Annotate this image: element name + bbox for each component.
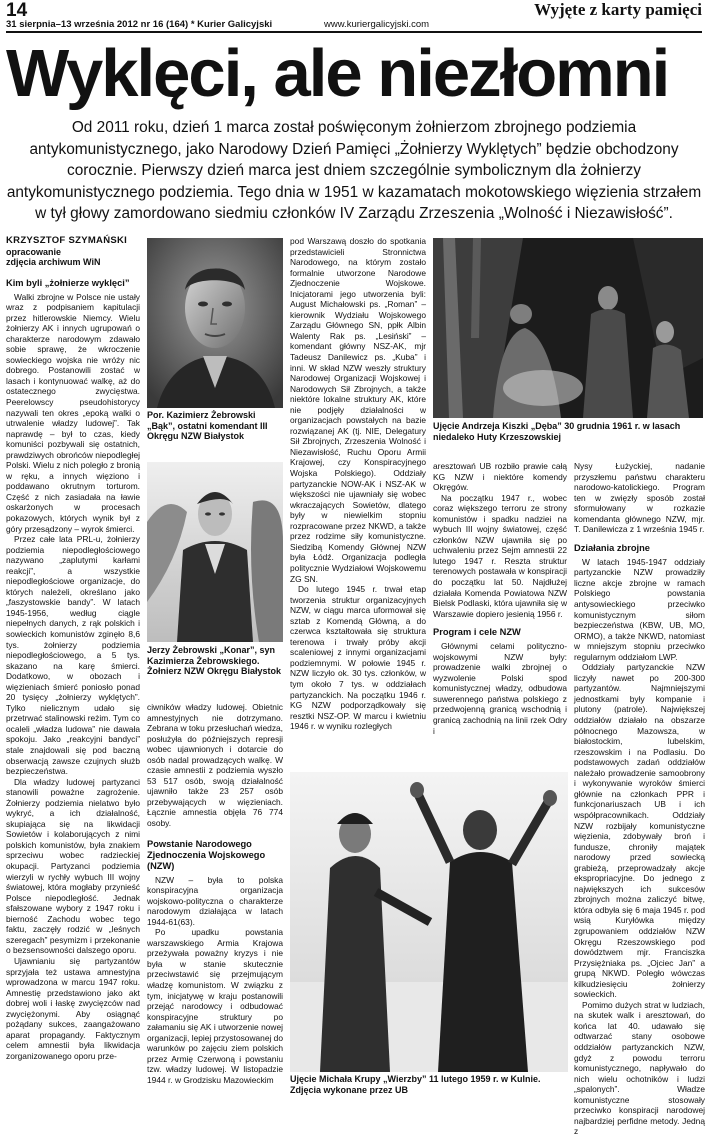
photo-portrait-caption: Por. Kazimierz Żebrowski „Bąk”, ostatni komendant III Okręgu NZW Białystok bbox=[147, 410, 268, 441]
issue-info: 31 sierpnia–13 września 2012 nr 16 (164) * Kurier Galicyjski bbox=[6, 19, 273, 30]
column-2 bbox=[147, 702, 283, 1098]
header-rule bbox=[6, 31, 702, 33]
col4-paragraph: Na początku 1947 r., wobec coraz większego terroru ze strony komunistów i spadku nadziei na wybuch III wojny światowej, część członków NZW ujawniła się po uchwaleniu przez Sejm amnestii 22 lutego 1947 r. Reszta struktur terenowych postawała w konspiracji do początku lat 50. Najdłużej działała Komenda Powiatowa NZW Bielsk Podlaski, która ujawniła się w Warszawie dopiero jesienią 1956 r. bbox=[433, 492, 567, 619]
col4-paragraph: Głównymi celami polityczno-wojskowymi NZW były: prowadzenie walki zbrojnej o wyzwolenie Polski spod komunistycznej władzy, odbudowa suwerennego państwa polskiego z przedwojenną granicą wschodnią i granicą zachodnią na linii rzek Odry i bbox=[433, 641, 567, 736]
column-3 bbox=[290, 236, 426, 768]
headline: Wyklęci, ale niezłomni bbox=[6, 36, 669, 111]
lead-paragraph: Od 2011 roku, dzień 1 marca został poświęconym żołnierzom zbrojnego podziemia antykomunistycznego, jako Narodowy Dzień Pamięci „Żołnierzy Wyklętych” będzie obchodzony corocznie. Pierwszy dzień marca jest dniem szczególnie symbolicznym dla żołnierzy antykomunistycznego podziemia. Tego dnia w 1951 w kazamatach mokotowskiego więzienia strzałem w tył głowy zamordowano siedmiu członków IV Zarządu Zrzeszenia „Wolność i Niezawisłość”. bbox=[6, 119, 702, 222]
page-number: 14 bbox=[6, 0, 28, 21]
col5-paragraph: Pomimo dużych strat w ludziach, na skutek walk i aresztowań, do końca lat 40. udawało się odtwarzać stany osobowe oddziałów partyzanckich NZW, gdyż z powodu terroru komunistycznego, napływało do nich wielu ochotników i ludzi „spalonych”. Władze komunistyczne stosowały przeciwko konspiracji narodowej najbardziej perfidne metody. Jedną z bbox=[574, 999, 705, 1137]
col1-paragraph: Ujawnianiu się partyzantów sprzyjała też ustawa amnestyjna wprowadzona w marcu 1947 roku. Amnestię przedstawiono jako akt dobrej woli i łaskę zwycięzców nad zwyciężonymi. Aby osiągnąć pożądany sukces, zaangażowano aparat propagandy. Faktycznym celem amnestii była likwidacja zorganizowanego oporu prze- bbox=[6, 955, 140, 1061]
col3-paragraph: pod Warszawą doszło do spotkania przedstawicieli Stronnictwa Narodowego, na którym zostało formalnie utworzone Narodowe Zjednoczenie Wojskowe. Inicjatorami jego utworzenia byli: August Michałowski ps. „Roman” – kierownik Wydziału Wojskowego Zarządu Głównego SN, ppłk Albin Walenty Rak ps. „Lesiński” – komendant główny NSZ-AK, mjr Tadeusz Danilewicz ps. „Kuba” i inni. W skład NZW weszły struktury Narodowej Organizacji Wojskowej i Narodowych Sił Zbrojnych, a także niektóre lokalne struktury AK, które nie podjęły działalności w organizacjach powstałych na bazie rozwiązanej AK (tj. NIE, Delegatury Sił Zbrojnych, Zrzeszenia Wolność i Niezawisłość, Ruchu Oporu Armii Krajowej, czy Konspiracyjnego Wojska Polskiego). Oddziały partyzanckie NOW-AK i NSZ-AK w większości nie ujawniały się wobec wkraczających Sowietów, dlatego były w niewielkim stopniu rozpracowane przez NKWD, a także przez rodzime siły komunistyczne. Siedzibą Komendy Głównej NZW była Łódź. Organizacja podległa politycznie Wydziałowi Wojskowemu ZG SN. bbox=[290, 236, 426, 584]
col1-heading: Kim byli „żołnierze wyklęci” bbox=[6, 277, 130, 288]
photo-portrait-zebrowski bbox=[147, 238, 283, 408]
col5-paragraph: Oddziały partyzanckie NZW liczyły nawet po 200-300 partyzantów. Najmniejszymi jednostkami były kompanie i plutony (patrole). Największej oddziałów działało na obszarze północnego Mazowsza, w białostockim, lubelskim, rzeszowskim i na Podlasiu. Do podstawowych zadań oddziałów należało prowadzenie samoobrony i wykonywanie wyroków śmierci głównie na członkach PPR i funkcjonariuszach UB i ich współpracownikach. Oddziały NZW rozbijały komunistyczne więzienia, zdobywały broń i fundusze, chroniły majątek narodowy przed sowiecką grabieżą, przeprowadzały akcje ekspropriacyjne. Do jednego z największych ich sukcesów zbrojnych można zaliczyć bitwę, która odbyła się 6 maja 1945 r. pod wsią Kuryłówka między zgrupowaniem oddziałów NZW Okręgu Rzeszowskiego pod dowództwem mjr. Franciszka Przysiężniaka ps. „Ojciec Jan” a grupą NKWD. Poległo wówczas kilkudziesięciu żołnierzy sowieckich. bbox=[574, 662, 705, 1000]
byline bbox=[6, 236, 140, 268]
col5-heading: Działania zbrojne bbox=[574, 542, 650, 553]
column-1 bbox=[6, 236, 140, 1098]
col2-paragraph: Po upadku powstania warszawskiego Armia Krajowa przeżywała poważny kryzys i nie była w stanie skutecznie przeciwstawić się przejmującym władzę komunistom. W związku z tym, inicjatywę w kraju postanowili przejąć narodowcy i odbudować konspiracyjne struktury po załamaniu się AK i utworzenie nowej organizacji, lepiej przystosowanej do warunków po zajęciu ziem polskich przez Armię Czerwoną i powstaniu tzw. władzy ludowej. W listopadzie 1944 r. w Grodzisku Mazowieckim bbox=[147, 927, 283, 1085]
photo-jerzy-caption: Jerzy Żebrowski „Konar”, syn Kazimierza Żebrowskiego. Żołnierz NZW Okręgu Białystok bbox=[147, 645, 282, 676]
photo-arrest-kiszka-caption: Ujęcie Andrzeja Kiszki „Dęba” 30 grudnia 1961 r. w lasach niedaleko Huty Krzeszowskiej bbox=[433, 421, 681, 442]
photo-arrest-krupa-caption: Ujęcie Michała Krupy „Wierzby” 11 lutego 1959 r. w Kulnie. Zdjęcia wykonane przez UB bbox=[290, 1074, 541, 1095]
byline-source: zdjęcia archiwum WiN bbox=[6, 257, 101, 267]
column-4 bbox=[433, 461, 567, 769]
photo-arrest-kiszka bbox=[433, 238, 703, 418]
byline-author: KRZYSZTOF SZYMAŃSKI bbox=[6, 235, 128, 246]
section-title: Wyjęte z karty pamięci bbox=[534, 0, 702, 19]
page-header bbox=[6, 2, 702, 32]
col5-paragraph: Nysy Łużyckiej, nadanie przyszłemu państwu charakteru narodowo-katolickiego. Program ten w zwięzły sposób został sformułowany w rozkazie komendanta głównego NZW, mjr. T. Danilewicza z 1 września 1945 r. bbox=[574, 461, 705, 535]
byline-role: opracowanie bbox=[6, 246, 62, 257]
photo-arrest-krupa bbox=[290, 772, 568, 1072]
col3-paragraph: Do lutego 1945 r. trwał etap tworzenia struktur organizacyjnych NZW, w ciągu marca uformował się sztab z Komendą Główną, a do czerwca kształtowała się struktura terenowa i trwały próby akcji scaleniowej z innymi organizacjami podziemnymi. W połowie 1945 r. NZW liczyło ok. 30 tys. członków, w tym około 7 tys. w oddziałach partyzanckich. Na początku 1946 r. KG NZW podporządkowały się resztki NSZ-OP. W marcu i kwietniu 1946 r. w wyniku rozległych bbox=[290, 584, 426, 732]
col4-heading: Program i cele NZW bbox=[433, 627, 521, 638]
website-link[interactable]: www.kuriergalicyjski.com bbox=[324, 19, 430, 30]
col2-paragraph: ciwników władzy ludowej. Obietnic amnestyjnych nie dotrzymano. Zebrana w toku przesłuchań wiedza, posłużyła do późniejszych represji wobec ujawnionych i dotarcie do osób nadal prowadzących walkę. W czasie amnestii z podziemia wyszło 53 517 osób, swoją działalność ujawniło także 23 257 osób przebywających w więzieniach. Łącznie amnestia objęła 76 774 osoby. bbox=[147, 702, 283, 829]
col2-paragraph: NZW – była to polska konspiracyjna organizacja wojskowo-polityczna o charakterze narodowym działająca w latach 1944-61(63). bbox=[147, 874, 283, 927]
column-5 bbox=[574, 461, 705, 1137]
col1-paragraph: Przez całe lata PRL-u, żołnierzy podziemia niepodległościowego nazywano „zaplutymi karłami reakcji”, a wszystkie niepodległościowe organizacje, do których należeli, określano jako „faszystowskie bandy”. W latach 1945-1956, według ciągle niepełnych danych, z rąk polskich i sowieckich komunistów zginęło 8,6 tys. żołnierzy podziemia niepodległościowego, a 5 tys. skazano na karę śmierci. Dodatkowo, w obozach i więzieniach śmierć poniosło ponad 20 tysięcy „żołnierzy wyklętych”. Tylko nielicznym udało się przetrwać stalinowski reżim. Tym co ocaleli „władza ludowa” nie dawała spokoju. Jako „reakcyjni bandyci” stale znajdowali się pod baczną obserwacją zawsze czujnych służb bezpieczeństwa. bbox=[6, 534, 140, 777]
col2-heading: Powstanie Narodowego Zjednoczenia Wojskowego (NZW) bbox=[147, 838, 266, 871]
photo-jerzy-zebrowski bbox=[147, 462, 283, 642]
col1-paragraph: Walki zbrojne w Polsce nie ustały wraz z podpisaniem kapitulacji przez hitlerowskie Niemcy. Wielu żołnierzy AK i innych ugrupowań o charakterze narodowym zdawało sobie sprawę, że wkroczenie sowieckiego wojska nie wróży nic dobrego. Postanowili zostać w lasach i kontynuować walkę, aż do ostatecznego zwycięstwa. Peerelowscy pseudohistorycy nazywali ten okres „epoką walki o utrwalenie władzy ludowej”. Tak naprawdę – był to czas, kiedy komuniści pozbywali się ostatnich, prawdziwych obrońców niepodległej Polski. Wielu z nich poległo z bronią w ręku, a innych więziono i poddawano okrutnym torturom. Część z nich zasiadała na ławie oskarżonych w procesach pokazowych, których wynik był z góry przesądzony – wyrok śmierci. bbox=[6, 291, 140, 534]
col1-paragraph: Dla władzy ludowej partyzanci stanowili poważne zagrożenie. Żołnierzy podziemia nielatwo było wykryć, a ich działalność, skupiająca się na likwidacji Sowietów i kolaborujących z nimi polskich komunistów, była znakiem sprzeciwu wobec radzieckiej okupacji. Partyzanci podziemia wierzyli w rychły wybuch III wojny światowej, która mogłaby przynieść Polsce niepodległość. Jednak sfałszowane wybory z 1947 roku i bierność Zachodu wobec tego faktu, zaczęły rodzić w „leśnych szeregach” pesymizm i przekonanie o bezsensowności dalszego oporu. bbox=[6, 776, 140, 956]
col4-paragraph: aresztowań UB rozbiło prawie całą KG NZW i niektóre komendy Okręgów. bbox=[433, 461, 567, 493]
col5-paragraph: W latach 1945-1947 oddziały partyzanckie NZW prowadziły liczne akcje zbrojne w ramach Polskiego powstania antysowieckiego przeciwko komunistycznym siłom bezpieczeństwa (KBW, UB, MO, ORMO), a także NKWD, natomiast w mniejszym stopniu przeciwko regularnym oddziałom LWP. bbox=[574, 556, 705, 662]
